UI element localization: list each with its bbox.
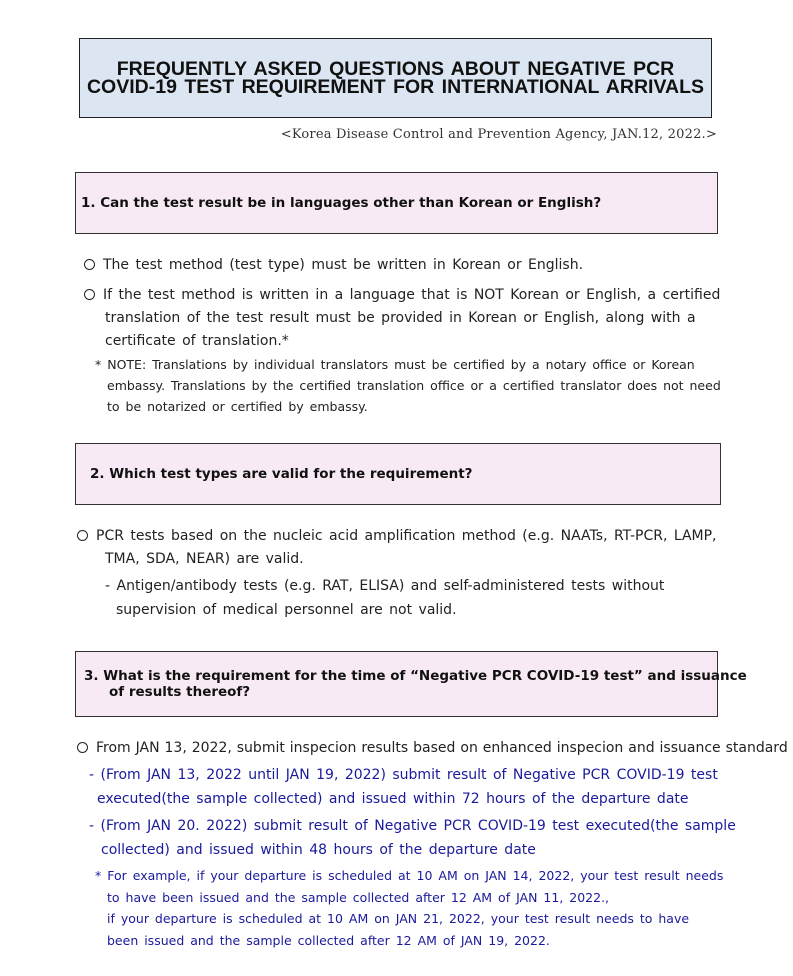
question-3-text-line-2: of results thereof?: [109, 684, 251, 700]
q3-answer-1: From JAN 13, 2022, submit inspecion results based on enhanced inspecion and issuance standard: [77, 740, 788, 756]
q2-answer-line-1: PCR tests based on the nucleic acid amplification method (e.g. NAATs, RT-PCR, LAMP,: [77, 528, 717, 544]
bullet-circle-icon: [84, 259, 95, 270]
q3-example-line-4: been issued and the sample collected after 12 AM of JAN 19, 2022.: [107, 933, 550, 948]
bullet-circle-icon: [84, 289, 95, 300]
q1-answer-1: The test method (test type) must be written in Korean or English.: [84, 257, 583, 273]
q3-example-line-1: * For example, if your departure is scheduled at 10 AM on JAN 14, 2022, your test result needs: [95, 868, 724, 883]
q1-note-line-3: to be notarized or certified by embassy.: [107, 399, 368, 414]
question-2-text: 2. Which test types are valid for the requirement?: [90, 466, 473, 482]
q3-bullet-2-line-1: - (From JAN 20. 2022) submit result of Negative PCR COVID-19 test executed(the sample: [89, 818, 736, 834]
q1-note-line-1: * NOTE: Translations by individual translators must be certified by a notary office or Korean: [95, 357, 695, 372]
q1-note-line-2: embassy. Translations by the certified translation office or a certified translator does not need: [107, 378, 721, 393]
q3-example-line-2: to have been issued and the sample collected after 12 AM of JAN 11, 2022.,: [107, 890, 610, 905]
q2-sub-line-2: supervision of medical personnel are not valid.: [116, 602, 457, 618]
bullet-circle-icon: [77, 530, 88, 541]
question-3-text-line-1: 3. What is the requirement for the time of “Negative PCR COVID-19 test” and issuance: [84, 668, 747, 684]
q2-sub-line-1: - Antigen/antibody tests (e.g. RAT, ELISA) and self-administered tests without: [105, 578, 665, 594]
question-3-box: [75, 651, 747, 717]
q3-bullet-1-line-1: - (From JAN 13, 2022 until JAN 19, 2022) submit result of Negative PCR COVID-19 test: [89, 767, 718, 783]
bullet-circle-icon: [77, 742, 88, 753]
q1-answer-2-line-3: certificate of translation.*: [105, 333, 289, 349]
q2-answer-line-2: TMA, SDA, NEAR) are valid.: [105, 551, 304, 567]
document-title-line-2: COVID-19 TEST REQUIREMENT FOR INTERNATIONAL ARRIVALS: [86, 76, 705, 98]
document-title-line-1: FREQUENTLY ASKED QUESTIONS ABOUT NEGATIVE PCR: [116, 58, 675, 80]
q1-answer-2-line-2: translation of the test result must be provided in Korean or English, along with a: [105, 310, 696, 326]
question-1-box: [75, 172, 718, 234]
q3-example-line-3: if your departure is scheduled at 10 AM on JAN 21, 2022, your test result needs to have: [107, 911, 690, 926]
document-title-box: [79, 38, 712, 118]
question-1-text: 1. Can the test result be in languages other than Korean or English?: [81, 195, 602, 211]
q3-bullet-2-line-2: collected) and issued within 48 hours of the departure date: [101, 842, 536, 858]
question-2-box: [75, 443, 721, 505]
q3-bullet-1-line-2: executed(the sample collected) and issued within 72 hours of the departure date: [97, 791, 689, 807]
q1-answer-2-line-1: If the test method is written in a language that is NOT Korean or English, a certified: [84, 287, 720, 303]
source-attribution: <Korea Disease Control and Prevention Agency, JAN.12, 2022.>: [280, 127, 717, 142]
